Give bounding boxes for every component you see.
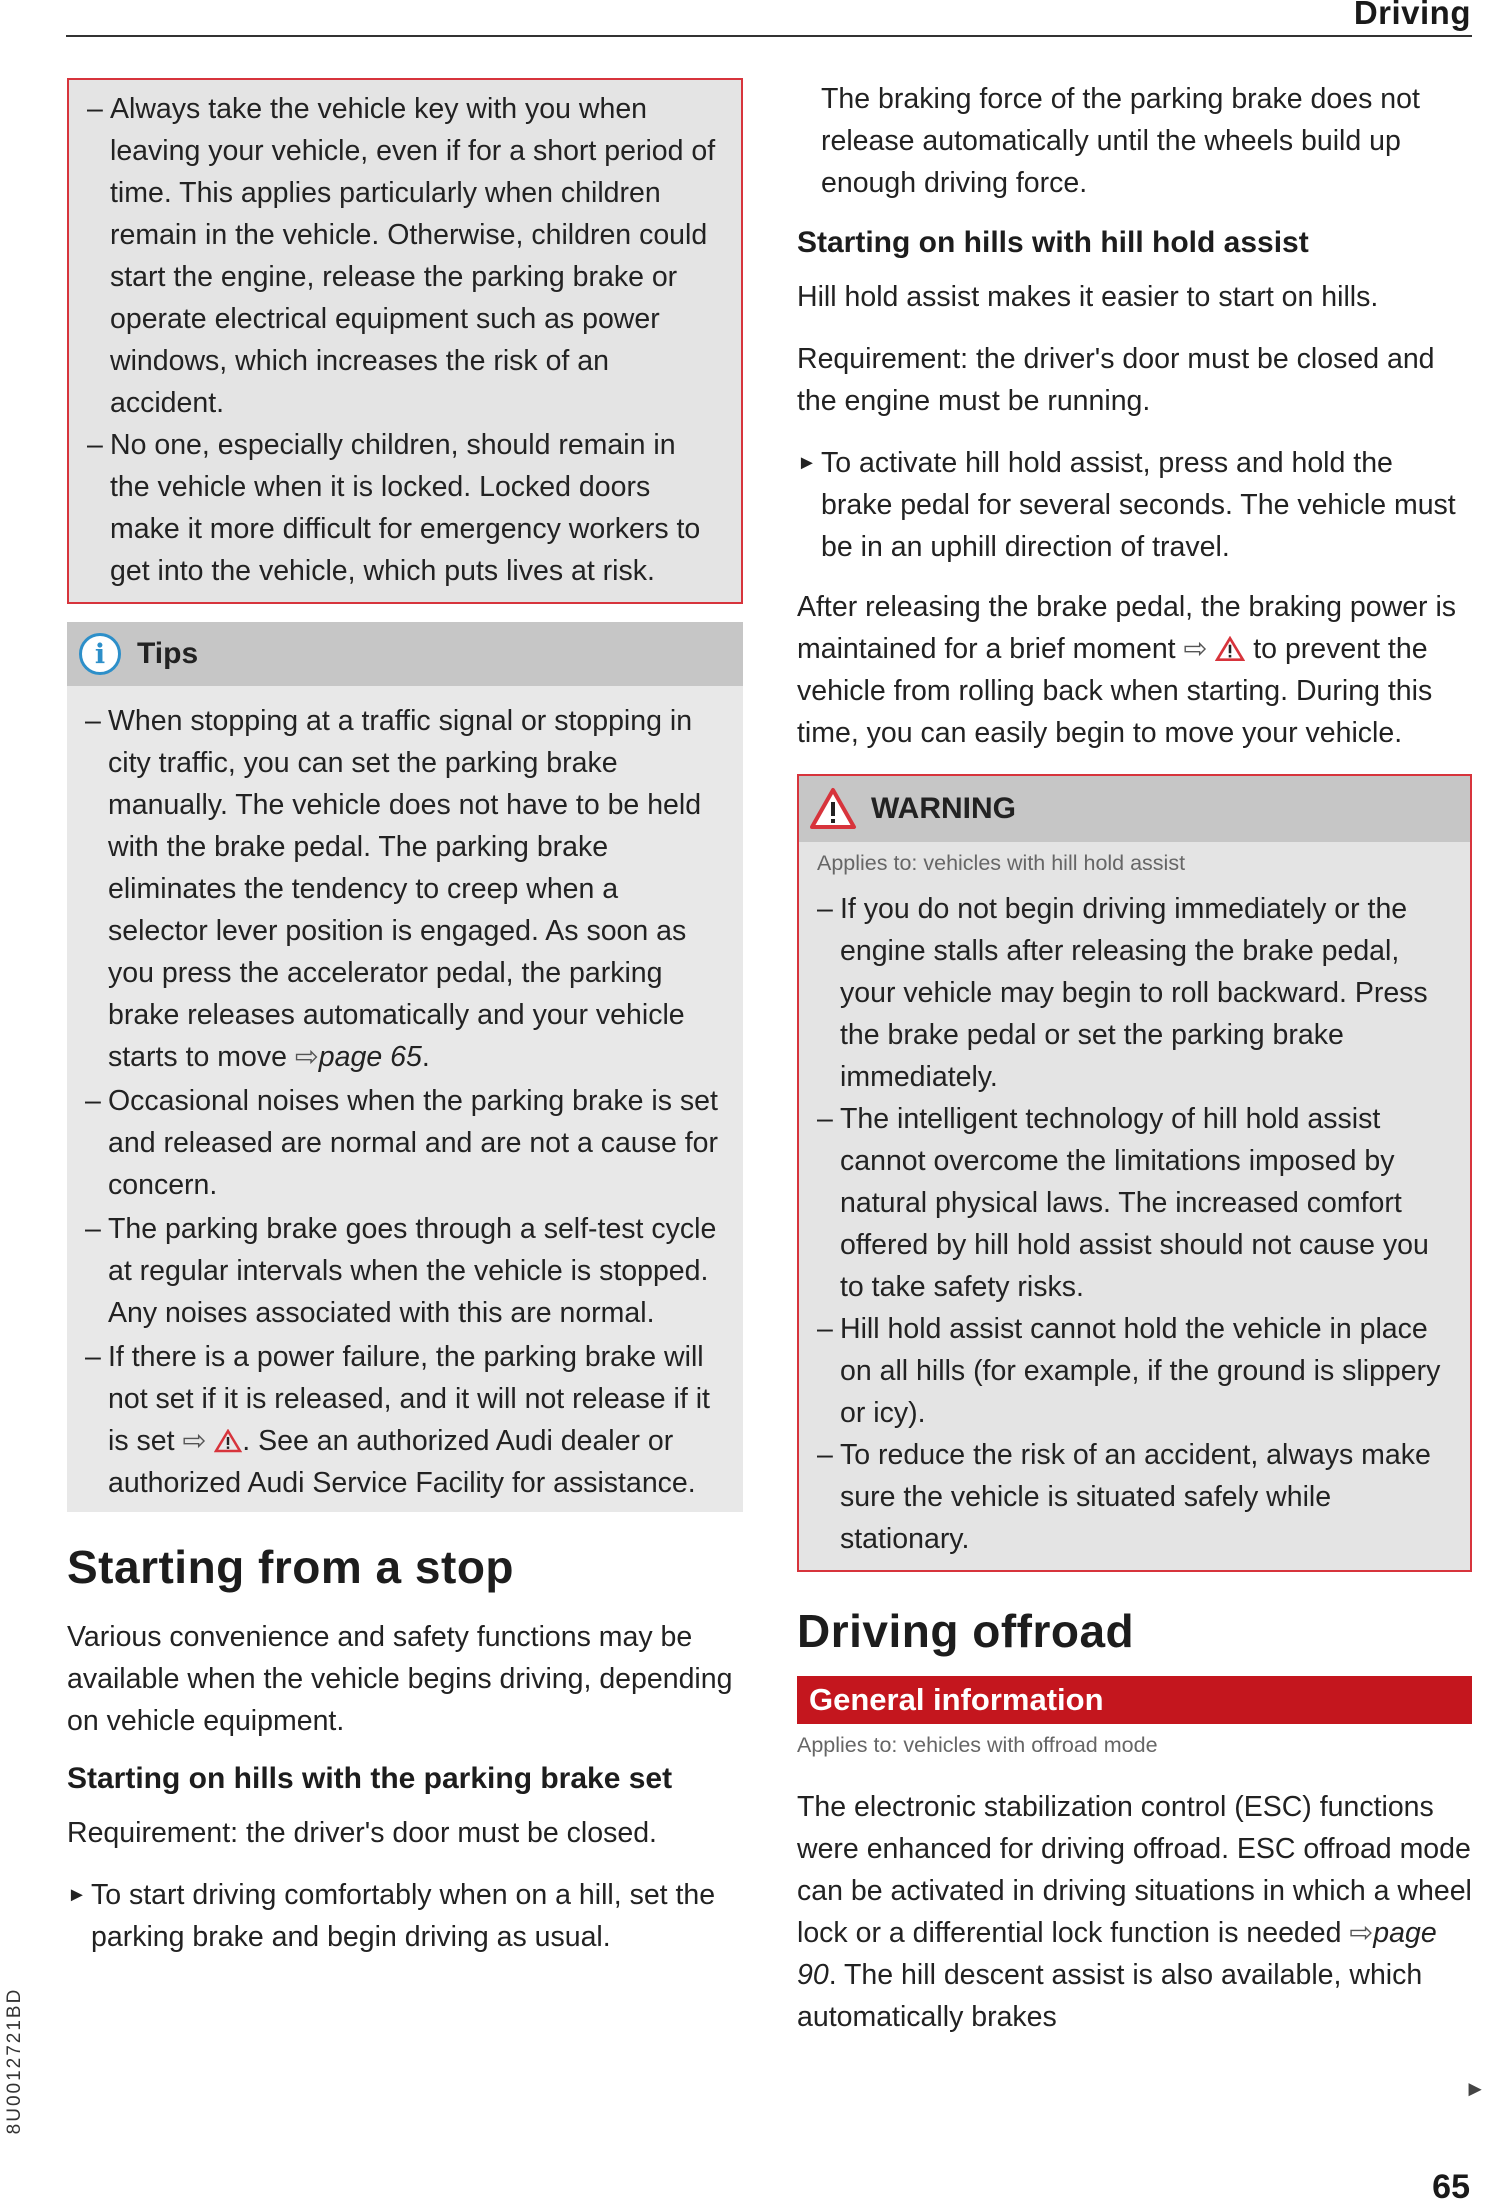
warning-continuation-box	[67, 78, 743, 604]
applies-to-note: Applies to: vehicles with offroad mode	[797, 1733, 1158, 1757]
warning-continuation-list	[87, 88, 723, 592]
xref-arrow-icon: ⇨	[1349, 1917, 1374, 1949]
list-item: – Hill hold assist cannot hold the vehicle in place on all hills (for example, if the ground is slippery or icy).	[817, 1308, 1452, 1434]
section-title: Driving offroad	[797, 1605, 1135, 1657]
tips-box	[67, 622, 743, 1512]
list-item: – When stopping at a traffic signal or stopping in city traffic, you can set the parking brake manually. The vehicle does not have to be held with the brake pedal. The parking brake eliminates the tendency to creep when a selector lever position is engaged. As soon as you press the accelerator pedal, the parking brake releases automatically and your vehicle starts to move ⇨page 65.	[85, 700, 725, 1078]
list-item: – Always take the vehicle key with you when leaving your vehicle, even if for a short period of time. This applies particularly when children remain in the vehicle. Otherwise, children could start the engine, release the parking brake or operate electrical equipment such as power windows, which increases the risk of an accident.	[87, 88, 723, 424]
dash: –	[85, 1085, 101, 1117]
requirement-text: Requirement: the driver's door must be closed and the engine must be running.	[797, 343, 1435, 417]
section-intro: Various convenience and safety functions may be available when the vehicle begins driving, depending on vehicle equipment.	[67, 1621, 733, 1737]
xref-arrow-icon: ⇨	[294, 1041, 319, 1073]
continued-arrow-icon: ►	[1464, 2076, 1486, 2101]
list-item: – The intelligent technology of hill hold assist cannot overcome the limitations imposed by natural physical laws. The increased comfort offered by hill hold assist should not cause you to take safety risks.	[817, 1098, 1452, 1308]
list-item: – If you do not begin driving immediately or the engine stalls after releasing the brake pedal, your vehicle may begin to roll backward. Press the brake pedal or set the parking brake immediately.	[817, 888, 1452, 1098]
warning-triangle-icon[interactable]	[1215, 636, 1245, 662]
step-item: ► To start driving comfortably when on a hill, set the parking brake and begin driving as usual.	[67, 1874, 743, 1958]
warning-box	[797, 774, 1472, 1572]
requirement-text: Requirement: the driver's door must be closed.	[67, 1817, 657, 1849]
page-reference-link[interactable]: page 90	[797, 1917, 1437, 1991]
warning-body	[799, 842, 1470, 1570]
continuation-paragraph: The braking force of the parking brake does not release automatically until the wheels build up enough driving force.	[821, 83, 1420, 199]
dash: –	[817, 1439, 833, 1471]
list-item: – Occasional noises when the parking brake is set and released are normal and are not a cause for concern.	[85, 1080, 725, 1206]
document-code: 8U0012721BD	[4, 1987, 25, 2135]
section-title: Starting from a stop	[67, 1541, 515, 1593]
tips-title: Tips	[137, 637, 199, 670]
warning-title: WARNING	[871, 792, 1016, 825]
dash: –	[87, 93, 103, 125]
page-number: 65	[1432, 2168, 1470, 2206]
dash: –	[817, 1103, 833, 1135]
info-icon: i	[79, 633, 121, 675]
tips-header	[67, 622, 743, 686]
list-item: – The parking brake goes through a self-test cycle at regular intervals when the vehicle is stopped. Any noises associated with this are normal.	[85, 1208, 725, 1334]
list-item: – No one, especially children, should remain in the vehicle when it is locked. Locked doors make it more difficult for emergency workers to get into the vehicle, which puts lives at risk.	[87, 424, 723, 592]
warning-header	[799, 776, 1470, 842]
subsection-title: Starting on hills with the parking brake set	[67, 1762, 673, 1795]
left-column	[67, 78, 743, 1976]
dash: –	[87, 429, 103, 461]
warning-triangle-icon[interactable]	[214, 1429, 242, 1453]
dash: –	[817, 1313, 833, 1345]
paragraph: The electronic stabilization control (ESC) functions were enhanced for driving offroad. ESC offroad mode can be activated in driving situations in which a wheel lock or a differential lock function is needed ⇨page 90. The hill descent assist is also available, which automatically brakes	[797, 1791, 1472, 2033]
subsection-banner: General information	[797, 1676, 1472, 1724]
dash: –	[85, 1341, 101, 1373]
header-rule	[66, 35, 1472, 37]
paragraph: Hill hold assist makes it easier to start on hills.	[797, 281, 1379, 313]
subsection-title: Starting on hills with hill hold assist	[797, 226, 1309, 259]
step-item: ► To activate hill hold assist, press and hold the brake pedal for several seconds. The vehicle must be in an uphill direction of travel.	[797, 442, 1472, 568]
paragraph: After releasing the brake pedal, the braking power is maintained for a brief moment ⇨ to prevent the vehicle from rolling back when starting. During this time, you can easily begin to move your vehicle.	[797, 591, 1457, 749]
list-item: – If there is a power failure, the parking brake will not set if it is released, and it will not release if it is set ⇨ . See an authorized Audi dealer or authorized Audi Service Facility for assistance.	[85, 1336, 725, 1504]
step-arrow-icon: ►	[67, 1884, 87, 1906]
warning-list	[817, 888, 1452, 1560]
right-column	[797, 78, 1472, 2058]
dash: –	[85, 705, 101, 737]
xref-arrow-icon: ⇨	[182, 1425, 207, 1457]
tips-list	[85, 700, 725, 1504]
dash: –	[817, 893, 833, 925]
warning-triangle-icon	[809, 787, 857, 831]
page-reference-link[interactable]: page 65	[318, 1041, 422, 1073]
dash: –	[85, 1213, 101, 1245]
running-header-section: Driving	[1353, 0, 1471, 31]
applies-to-note: Applies to: vehicles with hill hold assist	[817, 851, 1186, 875]
list-item: – To reduce the risk of an accident, always make sure the vehicle is situated safely while stationary.	[817, 1434, 1452, 1560]
tips-body	[67, 686, 743, 1512]
step-arrow-icon: ►	[797, 452, 817, 474]
xref-arrow-icon: ⇨	[1183, 633, 1208, 665]
